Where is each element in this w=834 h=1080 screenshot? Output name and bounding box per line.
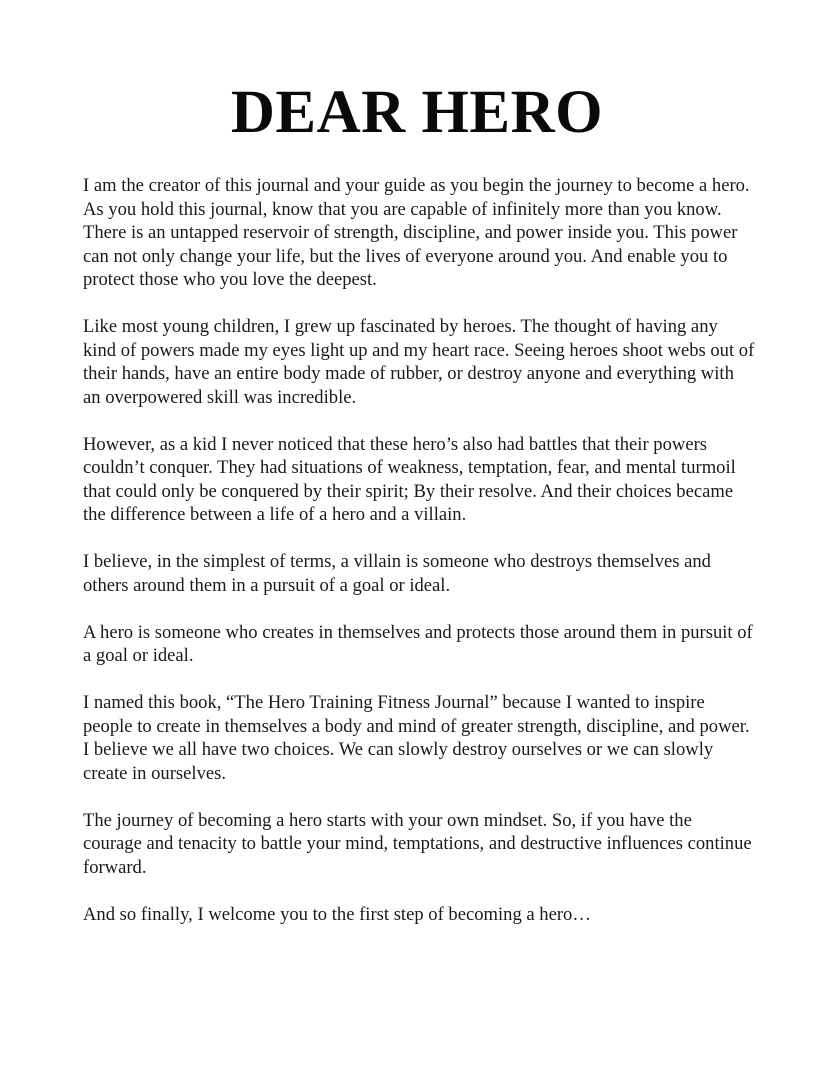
paragraph-welcome: And so finally, I welcome you to the first step of becoming a hero… xyxy=(83,903,591,925)
paragraph-childhood: Like most young children, I grew up fascinated by heroes. The thought of having any kind of powers made my eyes light up and my heart race. Seeing heroes shoot webs out of their hands, have an entire body made of rubber, or destroy anyone and everything with an overpowered skill was incredible. xyxy=(83,316,755,408)
paragraph-villain-definition: I believe, in the simplest of terms, a villain is someone who destroys themselves and others around them in a pursuit of a goal or ideal. xyxy=(83,551,711,596)
paragraph-mindset: The journey of becoming a hero starts with your own mindset. So, if you have the courage and tenacity to battle your mind, temptations, and destructive influences continue forward. xyxy=(83,809,752,878)
paragraph-battles: However, as a kid I never noticed that these hero’s also had battles that their powers couldn’t conquer. They had situations of weakness, temptation, fear, and mental turmoil that could only be conquered by their spirit; By their resolve. And their choices became the difference between a life of a hero and a villain. xyxy=(83,433,736,525)
paragraph-intro: I am the creator of this journal and your guide as you begin the journey to become a hero. As you hold this journal, know that you are capable of infinitely more than you know. There is an untapped reservoir of strength, discipline, and power inside you. This power can not only change your life, but the lives of everyone around you. And enable you to protect those who you love the deepest. xyxy=(83,175,750,290)
letter-body xyxy=(83,174,755,950)
page-title: DEAR HERO xyxy=(230,79,604,146)
paragraph-book-name: I named this book, “The Hero Training Fitness Journal” because I wanted to inspire people to create in themselves a body and mind of greater strength, discipline, and power. I believe we all have two choices. We can slowly destroy ourselves or we can slowly create in ourselves. xyxy=(83,692,750,784)
paragraph-hero-definition: A hero is someone who creates in themselves and protects those around them in pursuit of a goal or ideal. xyxy=(83,621,753,666)
